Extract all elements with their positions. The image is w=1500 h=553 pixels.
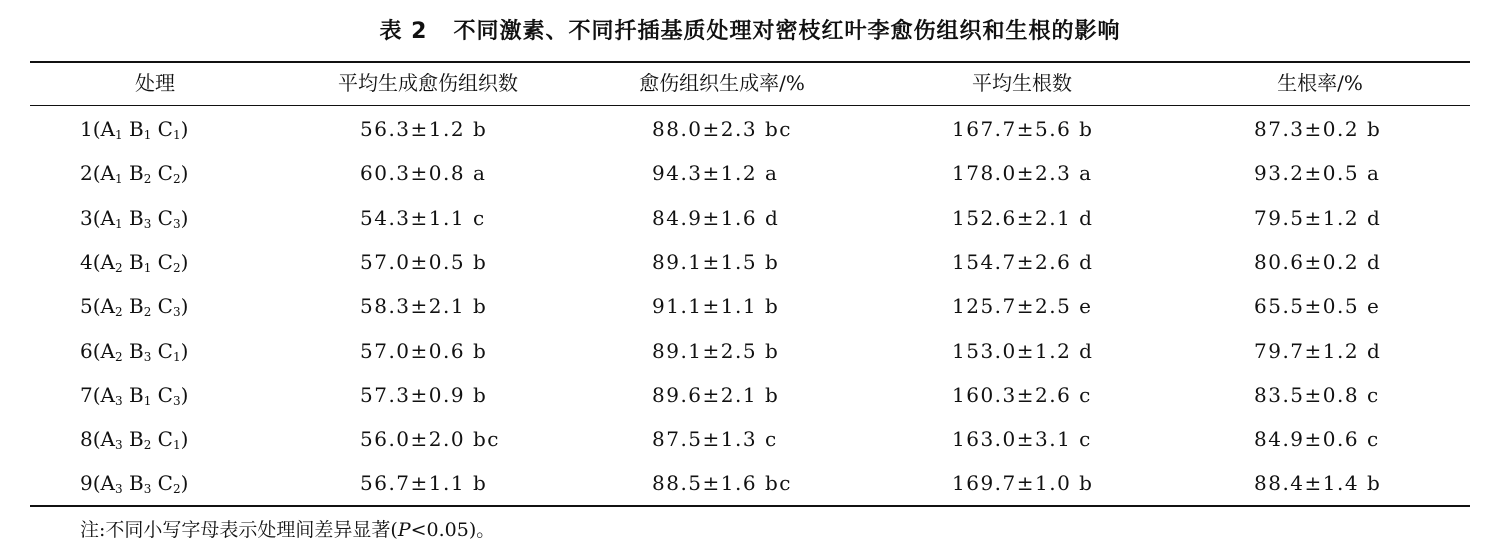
table-cell: 88.5±1.6 bc bbox=[652, 471, 792, 495]
table-cell: 89.1±1.5 b bbox=[652, 250, 780, 274]
row-treatment-5: $5(A_2$ $B_2$ $C_3$) bbox=[80, 294, 189, 319]
treatment-number: 3 bbox=[80, 206, 93, 230]
table-cell: 178.0±2.3 a bbox=[952, 161, 1093, 185]
treatment-b-level: 1 bbox=[143, 394, 152, 408]
row-treatment-3: $3(A_1$ $B_3$ $C_3$) bbox=[80, 206, 189, 231]
table-cell: 80.6±0.2 d bbox=[1254, 250, 1382, 274]
table-cell: 93.2±0.5 a bbox=[1254, 161, 1381, 185]
table-cell: 56.0±2.0 bc bbox=[360, 427, 500, 451]
table-header-rule bbox=[30, 105, 1470, 106]
treatment-number: 7 bbox=[80, 383, 93, 407]
row-treatment-6: $6(A_2$ $B_3$ $C_1$) bbox=[80, 339, 189, 364]
treatment-b-level: 3 bbox=[143, 482, 152, 496]
treatment-number: 5 bbox=[80, 294, 93, 318]
treatment-a-level: 3 bbox=[114, 482, 123, 496]
table-cell: 169.7±1.0 b bbox=[952, 471, 1094, 495]
table-cell: 88.4±1.4 b bbox=[1254, 471, 1382, 495]
treatment-number: 8 bbox=[80, 427, 93, 451]
row-treatment-1: $1(A_1$ $B_1$ $C_1$) bbox=[80, 117, 189, 142]
treatment-c-level: 3 bbox=[173, 217, 181, 231]
row-treatment-4: $4(A_2$ $B_1$ $C_2$) bbox=[80, 250, 189, 275]
table-cell: 79.5±1.2 d bbox=[1254, 206, 1382, 230]
table-cell: 60.3±0.8 a bbox=[360, 161, 487, 185]
table-cell: 54.3±1.1 c bbox=[360, 206, 486, 230]
treatment-number: 4 bbox=[80, 250, 93, 274]
header-avg-root-count: 平均生根数 bbox=[972, 71, 1072, 95]
table-cell: 160.3±2.6 c bbox=[952, 383, 1092, 407]
row-treatment-8: $8(A_3$ $B_2$ $C_1$) bbox=[80, 427, 189, 452]
treatment-c-level: 2 bbox=[173, 261, 181, 275]
treatment-c-level: 1 bbox=[173, 438, 181, 452]
header-callus-rate: 愈伤组织生成率/% bbox=[639, 71, 805, 95]
table-cell: 57.0±0.5 b bbox=[360, 250, 488, 274]
treatment-b-level: 3 bbox=[143, 217, 152, 231]
note-prefix: 注:不同小写字母表示处理间差异显著( bbox=[80, 519, 398, 541]
table-title: 表 2 不同激素、不同扦插基质处理对密枝红叶李愈伤组织和生根的影响 bbox=[379, 19, 1121, 44]
treatment-a-level: 1 bbox=[114, 217, 123, 231]
treatment-a-level: 2 bbox=[114, 305, 123, 319]
treatment-number: 9 bbox=[80, 471, 93, 495]
table-cell: 89.6±2.1 b bbox=[652, 383, 780, 407]
header-treatment: 处理 bbox=[135, 71, 175, 95]
table-cell: 79.7±1.2 d bbox=[1254, 339, 1382, 363]
treatment-b-level: 2 bbox=[143, 172, 152, 186]
table-cell: 84.9±0.6 c bbox=[1254, 427, 1380, 451]
treatment-a-level: 1 bbox=[114, 172, 123, 186]
table-cell: 57.0±0.6 b bbox=[360, 339, 488, 363]
header-rooting-rate: 生根率/% bbox=[1277, 71, 1363, 95]
table-cell: 91.1±1.1 b bbox=[652, 294, 780, 318]
treatment-b-level: 2 bbox=[143, 305, 152, 319]
row-treatment-2: $2(A_1$ $B_2$ $C_2$) bbox=[80, 161, 189, 186]
table-cell: 125.7±2.5 e bbox=[952, 294, 1093, 318]
table-bottom-rule bbox=[30, 505, 1470, 507]
table-cell: 94.3±1.2 a bbox=[652, 161, 779, 185]
treatment-b-level: 3 bbox=[143, 350, 152, 364]
table-cell: 58.3±2.1 b bbox=[360, 294, 488, 318]
table-cell: 167.7±5.6 b bbox=[952, 117, 1094, 141]
row-treatment-9: $9(A_3$ $B_3$ $C_2$) bbox=[80, 471, 189, 496]
treatment-a-level: 3 bbox=[114, 394, 123, 408]
treatment-a-level: 2 bbox=[114, 350, 123, 364]
table-top-rule bbox=[30, 61, 1470, 63]
treatment-c-level: 2 bbox=[173, 172, 181, 186]
table-cell: 89.1±2.5 b bbox=[652, 339, 780, 363]
treatment-c-level: 1 bbox=[173, 128, 181, 142]
treatment-number: 6 bbox=[80, 339, 93, 363]
treatment-c-level: 3 bbox=[173, 394, 181, 408]
row-treatment-7: $7(A_3$ $B_1$ $C_3$) bbox=[80, 383, 189, 408]
treatment-c-level: 1 bbox=[173, 350, 181, 364]
header-avg-callus-count: 平均生成愈伤组织数 bbox=[338, 71, 518, 95]
treatment-b-level: 2 bbox=[143, 438, 152, 452]
table-note bbox=[80, 518, 495, 542]
table-cell: 84.9±1.6 d bbox=[652, 206, 780, 230]
note-p-symbol: P bbox=[397, 519, 411, 541]
table-cell: 87.3±0.2 b bbox=[1254, 117, 1382, 141]
note-suffix: <0.05)。 bbox=[410, 519, 496, 541]
table-cell: 56.3±1.2 b bbox=[360, 117, 488, 141]
treatment-b-level: 1 bbox=[143, 128, 152, 142]
treatment-a-level: 3 bbox=[114, 438, 123, 452]
treatment-a-level: 1 bbox=[114, 128, 123, 142]
treatment-number: 1 bbox=[80, 117, 93, 141]
table-cell: 154.7±2.6 d bbox=[952, 250, 1094, 274]
treatment-c-level: 2 bbox=[173, 482, 181, 496]
treatment-b-level: 1 bbox=[143, 261, 152, 275]
treatment-a-level: 2 bbox=[114, 261, 123, 275]
table-cell: 153.0±1.2 d bbox=[952, 339, 1094, 363]
treatment-number: 2 bbox=[80, 161, 93, 185]
table-cell: 87.5±1.3 c bbox=[652, 427, 778, 451]
table-cell: 56.7±1.1 b bbox=[360, 471, 488, 495]
table-cell: 83.5±0.8 c bbox=[1254, 383, 1380, 407]
table-cell: 88.0±2.3 bc bbox=[652, 117, 792, 141]
table-cell: 152.6±2.1 d bbox=[952, 206, 1094, 230]
treatment-c-level: 3 bbox=[173, 305, 181, 319]
table-cell: 65.5±0.5 e bbox=[1254, 294, 1381, 318]
table-cell: 57.3±0.9 b bbox=[360, 383, 488, 407]
table-cell: 163.0±3.1 c bbox=[952, 427, 1092, 451]
